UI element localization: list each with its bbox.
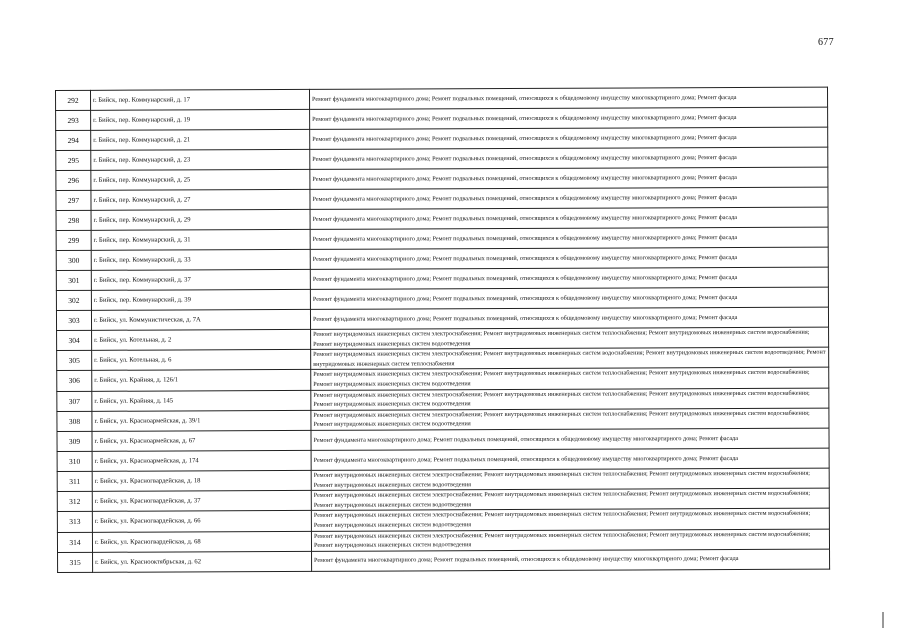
address-cell: г. Бийск, пер. Коммунарский, д. 23: [91, 149, 310, 170]
works-cell: Ремонт фундамента многоквартирного дома; Ремонт подвальных помещений, относящихся к общедомовому имуществу многоквартирного дома; Ремонт фасада: [310, 127, 828, 149]
address-cell: г. Бийск, пер. Коммунарский, д. 37: [91, 269, 310, 290]
address-cell: г. Бийск, ул. Коммунистическая, д. 7А: [91, 309, 310, 330]
works-cell: Ремонт внутридомовых инженерных систем электроснабжения; Ремонт внутридомовых инженерных систем теплоснабжения; Ремонт внутридомовых инженерных систем водоснабжения; Ремонт внутридомовых инженерных систем водоотведения: [311, 508, 829, 530]
works-cell: Ремонт фундамента многоквартирного дома; Ремонт подвальных помещений, относящихся к общедомовому имуществу многоквартирного дома; Ремонт фасада: [309, 87, 827, 109]
row-number-cell: 297: [56, 190, 91, 210]
address-cell: г. Бийск, ул. Красногвардейская, д. 68: [92, 531, 311, 552]
row-number-cell: 311: [57, 471, 92, 491]
row-number-cell: 296: [56, 170, 91, 190]
address-cell: г. Бийск, пер. Коммунарский, д. 21: [91, 129, 310, 150]
row-number-cell: 298: [56, 210, 91, 230]
works-cell: Ремонт фундамента многоквартирного дома; Ремонт подвальных помещений, относящихся к общедомовому имуществу многоквартирного дома; Ремонт фасада: [310, 307, 828, 329]
address-cell: г. Бийск, ул. Красноармейская, д. 39/1: [92, 410, 311, 431]
address-cell: г. Бийск, пер. Коммунарский, д. 29: [91, 209, 310, 230]
works-cell: Ремонт фундамента многоквартирного дома; Ремонт подвальных помещений, относящихся к общедомовому имуществу многоквартирного дома; Ремонт фасада: [310, 287, 828, 309]
row-number-cell: 306: [57, 371, 92, 391]
works-cell: Ремонт внутридомовых инженерных систем электроснабжения; Ремонт внутридомовых инженерных систем теплоснабжения; Ремонт внутридомовых инженерных систем водоснабжения; Ремонт внутридомовых инженерных систем водоотведения: [311, 388, 829, 410]
works-cell: Ремонт фундамента многоквартирного дома; Ремонт подвальных помещений, относящихся к общедомовому имуществу многоквартирного дома; Ремонт фасада: [310, 247, 828, 269]
row-number-cell: 301: [56, 270, 91, 290]
works-cell: Ремонт внутридомовых инженерных систем электроснабжения; Ремонт внутридомовых инженерных систем водоснабжения; Ремонт внутридомовых инженерных систем водоотведения; Ремонт внутридомовых инженерных систем теплоснабжения: [311, 347, 829, 369]
works-cell: Ремонт внутридомовых инженерных систем электроснабжения; Ремонт внутридомовых инженерных систем теплоснабжения; Ремонт внутридомовых инженерных систем водоснабжения; Ремонт внутридомовых инженерных систем водоотведения: [311, 529, 829, 551]
works-cell: Ремонт фундамента многоквартирного дома; Ремонт подвальных помещений, относящихся к общедомовому имуществу многоквартирного дома; Ремонт фасада: [310, 107, 828, 129]
row-number-cell: 293: [56, 110, 91, 130]
address-cell: г. Бийск, пер. Коммунарский, д. 31: [91, 229, 310, 250]
works-cell: Ремонт внутридомовых инженерных систем электроснабжения; Ремонт внутридомовых инженерных систем теплоснабжения; Ремонт внутридомовых инженерных систем водоснабжения; Ремонт внутридомовых инженерных систем водоотведения: [311, 468, 829, 490]
address-cell: г. Бийск, ул. Красноармейская, д. 174: [92, 450, 311, 471]
row-number-cell: 292: [56, 90, 91, 110]
scan-artifact-mark: [882, 612, 884, 628]
row-number-cell: 300: [56, 250, 91, 270]
works-cell: Ремонт внутридомовых инженерных систем электроснабжения; Ремонт внутридомовых инженерных систем теплоснабжения; Ремонт внутридомовых инженерных систем водоснабжения; Ремонт внутридомовых инженерных систем водоотведения: [311, 408, 829, 430]
address-cell: г. Бийск, ул. Красногвардейская, д. 18: [92, 470, 311, 491]
page-number: 677: [818, 37, 834, 48]
row-number-cell: 308: [57, 411, 92, 431]
address-cell: г. Бийск, пер. Коммунарский, д. 19: [91, 109, 310, 130]
works-cell: Ремонт внутридомовых инженерных систем электроснабжения; Ремонт внутридомовых инженерных систем теплоснабжения; Ремонт внутридомовых инженерных систем водоснабжения; Ремонт внутридомовых инженерных систем водоотведения: [311, 368, 829, 390]
address-cell: г. Бийск, ул. Котельная, д. 2: [92, 329, 311, 350]
works-cell: Ремонт фундамента многоквартирного дома; Ремонт подвальных помещений, относящихся к общедомовому имуществу многоквартирного дома; Ремонт фасада: [310, 147, 828, 169]
works-cell: Ремонт фундамента многоквартирного дома; Ремонт подвальных помещений, относящихся к общедомовому имуществу многоквартирного дома; Ремонт фасада: [310, 207, 828, 229]
row-number-cell: 294: [56, 130, 91, 150]
registry-table-body: [56, 87, 830, 572]
address-cell: г. Бийск, ул. Красноармейская, д. 67: [92, 430, 311, 451]
row-number-cell: 303: [56, 310, 91, 330]
works-cell: Ремонт внутридомовых инженерных систем электроснабжения; Ремонт внутридомовых инженерных систем теплоснабжения; Ремонт внутридомовых инженерных систем водоснабжения; Ремонт внутридомовых инженерных систем водоотведения: [311, 327, 829, 349]
row-number-cell: 302: [56, 290, 91, 310]
address-cell: г. Бийск, ул. Красногвардейская, д. 37: [92, 491, 311, 512]
address-cell: г. Бийск, ул. Крайняя, д. 126/1: [92, 370, 311, 391]
registry-table: [55, 87, 830, 573]
row-number-cell: 295: [56, 150, 91, 170]
row-number-cell: 307: [57, 391, 92, 411]
address-cell: г. Бийск, пер. Коммунарский, д. 17: [91, 89, 310, 110]
works-cell: Ремонт фундамента многоквартирного дома; Ремонт подвальных помещений, относящихся к общедомовому имуществу многоквартирного дома; Ремонт фасада: [310, 187, 828, 209]
row-number-cell: 299: [56, 230, 91, 250]
row-number-cell: 305: [57, 351, 92, 371]
address-cell: г. Бийск, ул. Котельная, д. 6: [92, 350, 311, 371]
address-cell: г. Бийск, пер. Коммунарский, д. 25: [91, 169, 310, 190]
works-cell: Ремонт фундамента многоквартирного дома; Ремонт подвальных помещений, относящихся к общедомовому имуществу многоквартирного дома; Ремонт фасада: [311, 448, 829, 470]
row-number-cell: 313: [57, 512, 92, 532]
row-number-cell: 314: [57, 532, 92, 552]
works-cell: Ремонт фундамента многоквартирного дома; Ремонт подвальных помещений, относящихся к общедомовому имуществу многоквартирного дома; Ремонт фасада: [312, 549, 830, 571]
address-cell: г. Бийск, ул. Краснооктябрьская, д. 62: [93, 551, 312, 572]
works-cell: Ремонт фундамента многоквартирного дома; Ремонт подвальных помещений, относящихся к общедомовому имуществу многоквартирного дома; Ремонт фасада: [311, 428, 829, 450]
address-cell: г. Бийск, пер. Коммунарский, д. 33: [91, 249, 310, 270]
works-cell: Ремонт фундамента многоквартирного дома; Ремонт подвальных помещений, относящихся к общедомовому имуществу многоквартирного дома; Ремонт фасада: [310, 167, 828, 189]
works-cell: Ремонт фундамента многоквартирного дома; Ремонт подвальных помещений, относящихся к общедомовому имуществу многоквартирного дома; Ремонт фасада: [310, 227, 828, 249]
row-number-cell: 309: [57, 431, 92, 451]
works-cell: Ремонт внутридомовых инженерных систем электроснабжения; Ремонт внутридомовых инженерных систем теплоснабжения; Ремонт внутридомовых инженерных систем водоснабжения; Ремонт внутридомовых инженерных систем водоотведения: [311, 488, 829, 510]
row-number-cell: 304: [57, 330, 92, 350]
row-number-cell: 312: [57, 491, 92, 511]
address-cell: г. Бийск, ул. Красногвардейская, д. 66: [92, 511, 311, 532]
table-row: [58, 549, 830, 572]
address-cell: г. Бийск, пер. Коммунарский, д. 27: [91, 189, 310, 210]
row-number-cell: 310: [57, 451, 92, 471]
row-number-cell: 315: [58, 552, 93, 572]
address-cell: г. Бийск, ул. Крайняя, д. 145: [92, 390, 311, 411]
address-cell: г. Бийск, пер. Коммунарский, д. 39: [91, 289, 310, 310]
works-cell: Ремонт фундамента многоквартирного дома; Ремонт подвальных помещений, относящихся к общедомовому имуществу многоквартирного дома; Ремонт фасада: [310, 267, 828, 289]
